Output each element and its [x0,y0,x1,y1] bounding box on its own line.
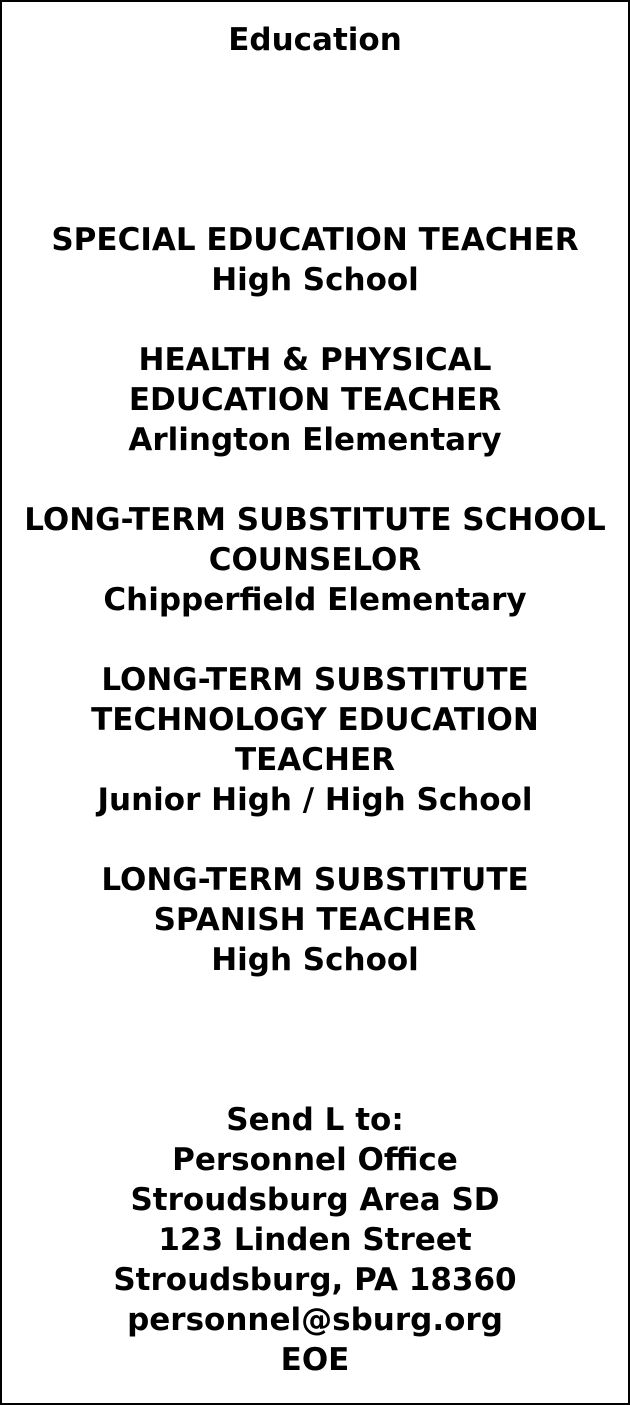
contact-street: 123 Linden Street [158,1222,472,1258]
eoe-label: EOE [280,1342,350,1378]
contact-office: Personnel Office [172,1142,458,1178]
job-5-title-line-2: SPANISH TEACHER [153,902,477,938]
job-5-location: High School [211,942,419,978]
job-1-title: SPECIAL EDUCATION TEACHER [51,222,579,258]
job-3-location: Chipperfield Elementary [103,582,527,618]
contact-heading: Send L to: [226,1102,404,1138]
contact-district: Stroudsburg Area SD [130,1182,500,1218]
job-3-title-line-2: COUNSELOR [208,542,422,578]
job-4-title-line-1: LONG-TERM SUBSTITUTE [101,662,529,698]
job-3-title-line-1: LONG-TERM SUBSTITUTE SCHOOL [24,502,606,538]
contact-email: personnel@sburg.org [127,1302,503,1338]
job-4-title-line-3: TEACHER [234,742,396,778]
job-4-title-line-2: TECHNOLOGY EDUCATION [91,702,539,738]
job-2-title-line-1: HEALTH & PHYSICAL [138,342,492,378]
job-1-location: High School [211,262,419,298]
job-2-location: Arlington Elementary [128,422,502,458]
job-4-location: Junior High / High School [97,782,533,818]
job-5-title-line-1: LONG-TERM SUBSTITUTE [101,862,529,898]
job-2-title-line-2: EDUCATION TEACHER [128,382,502,418]
contact-city: Stroudsburg, PA 18360 [113,1262,517,1298]
page-title: Education [228,22,402,58]
